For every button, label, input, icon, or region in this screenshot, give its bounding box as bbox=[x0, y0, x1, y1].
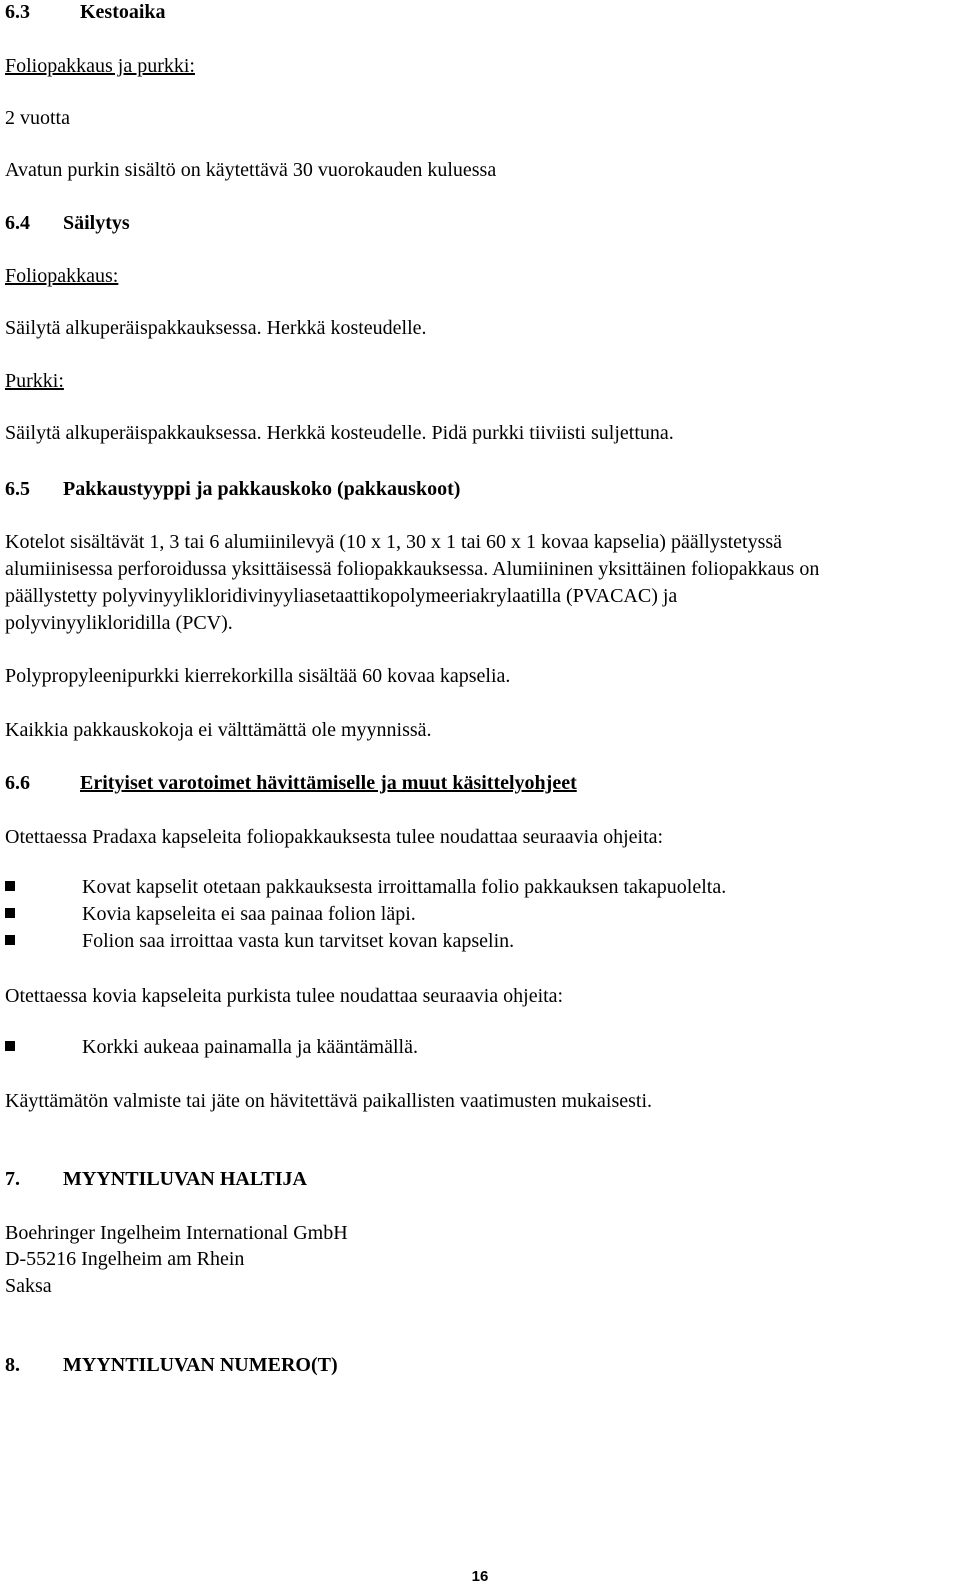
package-description-line: Kotelot sisältävät 1, 3 tai 6 alumiinilevyä (10 x 1, 30 x 1 tai 60 x 1 kovaa kapselia) päällystetyssä bbox=[5, 531, 783, 553]
heading-title: Säilytys bbox=[63, 212, 130, 234]
heading-6-4 bbox=[5, 211, 130, 235]
bullet-square-icon bbox=[5, 908, 15, 918]
storage-foil-label: Foliopakkaus: bbox=[5, 265, 119, 287]
heading-number: 6.3 bbox=[5, 1, 30, 23]
storage-bottle-label: Purkki: bbox=[5, 370, 64, 392]
availability-note: Kaikkia pakkauskokoja ei välttämättä ole myynnissä. bbox=[5, 719, 432, 741]
storage-foil-text: Säilytä alkuperäispakkauksessa. Herkkä kosteudelle. bbox=[5, 317, 427, 339]
package-description-line: polyvinyylikloridilla (PCV). bbox=[5, 612, 233, 634]
foil-instructions-intro: Otettaessa Pradaxa kapseleita foliopakkauksesta tulee noudattaa seuraavia ohjeita: bbox=[5, 826, 664, 848]
holder-name: Boehringer Ingelheim International GmbH bbox=[5, 1222, 348, 1244]
bottle-description: Polypropyleenipurkki kierrekorkilla sisältää 60 kovaa kapselia. bbox=[5, 665, 511, 687]
shelf-life-duration: 2 vuotta bbox=[5, 107, 70, 129]
storage-bottle-text: Säilytä alkuperäispakkauksessa. Herkkä kosteudelle. Pidä purkki tiiviisti suljettuna. bbox=[5, 422, 674, 444]
list-item: Kovia kapseleita ei saa painaa folion läpi. bbox=[82, 903, 416, 925]
heading-number: 6.6 bbox=[5, 772, 30, 794]
heading-title: MYYNTILUVAN NUMERO(T) bbox=[63, 1354, 338, 1376]
heading-number: 8. bbox=[5, 1354, 20, 1376]
shelf-life-label: Foliopakkaus ja purkki: bbox=[5, 55, 195, 77]
heading-8 bbox=[5, 1353, 338, 1377]
heading-title: Kestoaika bbox=[80, 1, 166, 23]
bottle-instructions-intro: Otettaessa kovia kapseleita purkista tulee noudattaa seuraavia ohjeita: bbox=[5, 985, 564, 1007]
heading-title: Erityiset varotoimet hävittämiselle ja muut käsittelyohjeet bbox=[80, 772, 577, 794]
list-item: Kovat kapselit otetaan pakkauksesta irroittamalla folio pakkauksen takapuolelta. bbox=[82, 876, 727, 898]
package-description-line: alumiinisessa perforoidussa yksittäisessä foliopakkauksessa. Alumiininen yksittäinen foliopakkaus on bbox=[5, 558, 820, 580]
shelf-life-opened: Avatun purkin sisältö on käytettävä 30 vuorokauden kuluessa bbox=[5, 159, 497, 181]
heading-6-3 bbox=[5, 0, 166, 24]
heading-number: 6.5 bbox=[5, 478, 30, 500]
disposal-note: Käyttämätön valmiste tai jäte on hävitettävä paikallisten vaatimusten mukaisesti. bbox=[5, 1090, 653, 1112]
heading-title: Pakkaustyyppi ja pakkauskoko (pakkauskoot) bbox=[63, 478, 461, 500]
heading-number: 6.4 bbox=[5, 212, 30, 234]
bullet-square-icon bbox=[5, 935, 15, 945]
bullet-square-icon bbox=[5, 1041, 15, 1051]
bullet-square-icon bbox=[5, 881, 15, 891]
heading-7 bbox=[5, 1167, 307, 1191]
heading-number: 7. bbox=[5, 1168, 20, 1190]
holder-country: Saksa bbox=[5, 1275, 52, 1297]
holder-address: D-55216 Ingelheim am Rhein bbox=[5, 1248, 245, 1270]
list-item: Folion saa irroittaa vasta kun tarvitset kovan kapselin. bbox=[82, 930, 515, 952]
list-item: Korkki aukeaa painamalla ja kääntämällä. bbox=[82, 1036, 418, 1058]
heading-6-6 bbox=[5, 771, 577, 795]
package-description-line: päällystetty polyvinyylikloridivinyyliasetaattikopolymeeriakrylaatilla (PVACAC) ja bbox=[5, 585, 678, 607]
heading-6-5 bbox=[5, 477, 460, 501]
heading-title: MYYNTILUVAN HALTIJA bbox=[63, 1168, 307, 1190]
page-number: 16 bbox=[471, 1568, 489, 1585]
